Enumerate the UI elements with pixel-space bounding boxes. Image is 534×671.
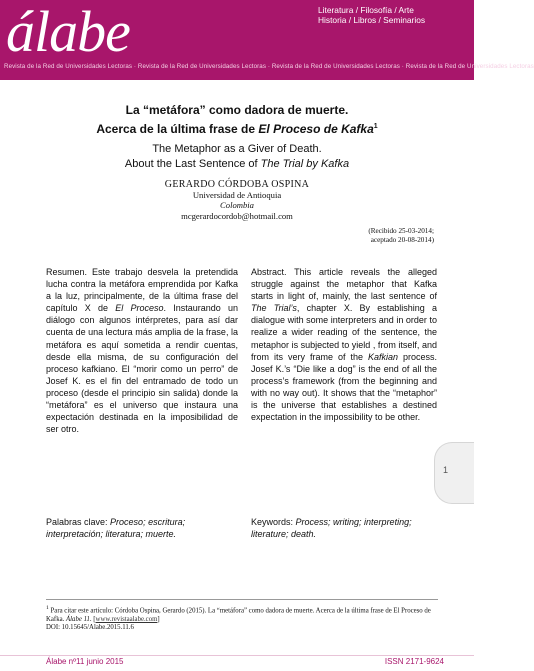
footer-issn: ISSN 2171-9624	[384, 657, 444, 666]
abstract-es-text-2: . Instaurando un diálogo con algunos intérpretes, para así dar cuenta de una lectura más amplia de la frase, la metáfora es aquí sometida a rendir cuentas, desde ella misma, de su configuración del proceso kafkiano. El “morir como un perro” de Josef K. es el fin del entramado de todo un proceso (desde el principio sin salida) donde la “metáfora” es el universo que instaura una expectación destinada en la imposibilidad de ser otro.	[46, 303, 238, 435]
footnote-text-2: . [	[89, 615, 96, 623]
title-en-line-1: The Metaphor as a Giver of Death.	[152, 143, 322, 155]
keywords-en-terms: Process; writing; interpreting; literature; death.	[251, 517, 412, 540]
author-name: GERARDO CÓRDOBA OSPINA	[164, 179, 310, 190]
abstract-en-label: Abstract.	[251, 267, 287, 277]
received-dates	[330, 227, 434, 245]
abstract-en-text-3: process. Josef K.’s “Die like a dog” is the end of all the process’s framework (from the beginning and with no way out). It shows that the “metaphor” is the universe that establishes a destined expectation in the impossibility to be other.	[251, 351, 438, 423]
page-number: 1	[443, 465, 449, 475]
footer-issue: Álabe nº11 junio 2015	[46, 657, 124, 666]
title-es-prefix: Acerca de la última frase de	[96, 121, 259, 136]
title-en-line-2	[40, 157, 434, 172]
journal-header	[0, 0, 534, 80]
accepted-line: aceptado 20-08-2014)	[370, 236, 434, 244]
page-number-tab	[434, 442, 474, 504]
abstract-english	[251, 266, 437, 423]
keywords-en-label: Keywords:	[251, 517, 296, 527]
abstract-es-text-1: Este trabajo desvela la pretendida lucha contra la metáfora emprendida por Kafka a la luz, principalmente, de la última frase del capítulo X de	[46, 267, 238, 314]
abstract-es-label: Resumen.	[46, 267, 88, 277]
article-title-english	[40, 142, 434, 171]
keywords-english	[251, 516, 437, 540]
author-affiliation: Universidad de Antioquia	[192, 190, 282, 201]
author-country	[40, 200, 434, 210]
received-line: (Recibido 25-03-2014;	[368, 227, 434, 235]
footnote-mark: 1	[46, 605, 49, 611]
subjects-line-2: Historia / Libros / Seminarios	[318, 14, 426, 25]
author-email[interactable]: mcgerardocordob@hotmail.com	[181, 210, 293, 221]
page-footer	[0, 655, 474, 671]
footnote	[46, 599, 438, 632]
article-title-spanish	[40, 103, 434, 137]
journal-tagline: Revista de la Red de Universidades Lectoras · Revista de la Red de Universidades Lectoras · Revista de la Red de Universidades Lectoras · Revista de la Red de Universidades Lectoras	[4, 63, 534, 70]
title-es-line-2	[40, 119, 434, 138]
footnote-citation	[46, 604, 438, 624]
journal-logo: álabe	[6, 0, 130, 64]
subjects-line-1: Literatura / Filosofía / Arte	[318, 5, 414, 15]
abstract-en-text-2: , chapter X. By establishing a dialogue with some interpreters and in order to realize a wider reading of the sentence, the metaphor is subjected to yield , from itself, and from its very frame of the	[251, 303, 437, 362]
footnote-text-3: ]	[157, 615, 160, 623]
title-en-prefix: About the Last Sentence of	[124, 157, 261, 170]
title-en-italic: The Trial by Kafka	[260, 157, 350, 170]
title-es-line-1: La “metáfora” como dadora de muerte.	[125, 103, 349, 117]
footnote-text-1: Para citar este artículo: Córdoba Ospina, Gerardo (2015). La “metáfora” como dadora de muerte. Acerca de la última frase de El Proceso de Kafka.	[46, 607, 431, 623]
abstract-es-italic-1: El Proceso	[115, 303, 164, 314]
keywords-spanish	[46, 516, 238, 540]
abstract-en-italic-2: Kafkian	[367, 351, 398, 362]
keywords-es-terms: Proceso; escritura; interpretación; literatura; muerte.	[46, 517, 186, 540]
footnote-journal: Álabe 11	[66, 615, 90, 623]
abstract-spanish	[46, 266, 238, 435]
author-block	[40, 180, 434, 221]
title-es-italic: El Proceso de Kafka	[258, 121, 374, 136]
footnote-url-link[interactable]: www.revistaalabe.com	[95, 615, 158, 623]
abstract-en-italic-1: The Trial’s	[251, 303, 297, 314]
author-country-text: Colombia	[220, 200, 254, 211]
title-footnote-mark[interactable]: 1	[373, 122, 378, 130]
keywords-es-label: Palabras clave:	[46, 517, 111, 527]
footnote-doi: DOI: 10.15645/Alabe.2015.11.6	[46, 623, 134, 631]
abstract-en-text-1: This article reveals the alleged struggle against the metaphor that Kafka starts in light of, mainly, the last sentence of	[251, 267, 437, 302]
journal-subjects	[318, 6, 468, 25]
